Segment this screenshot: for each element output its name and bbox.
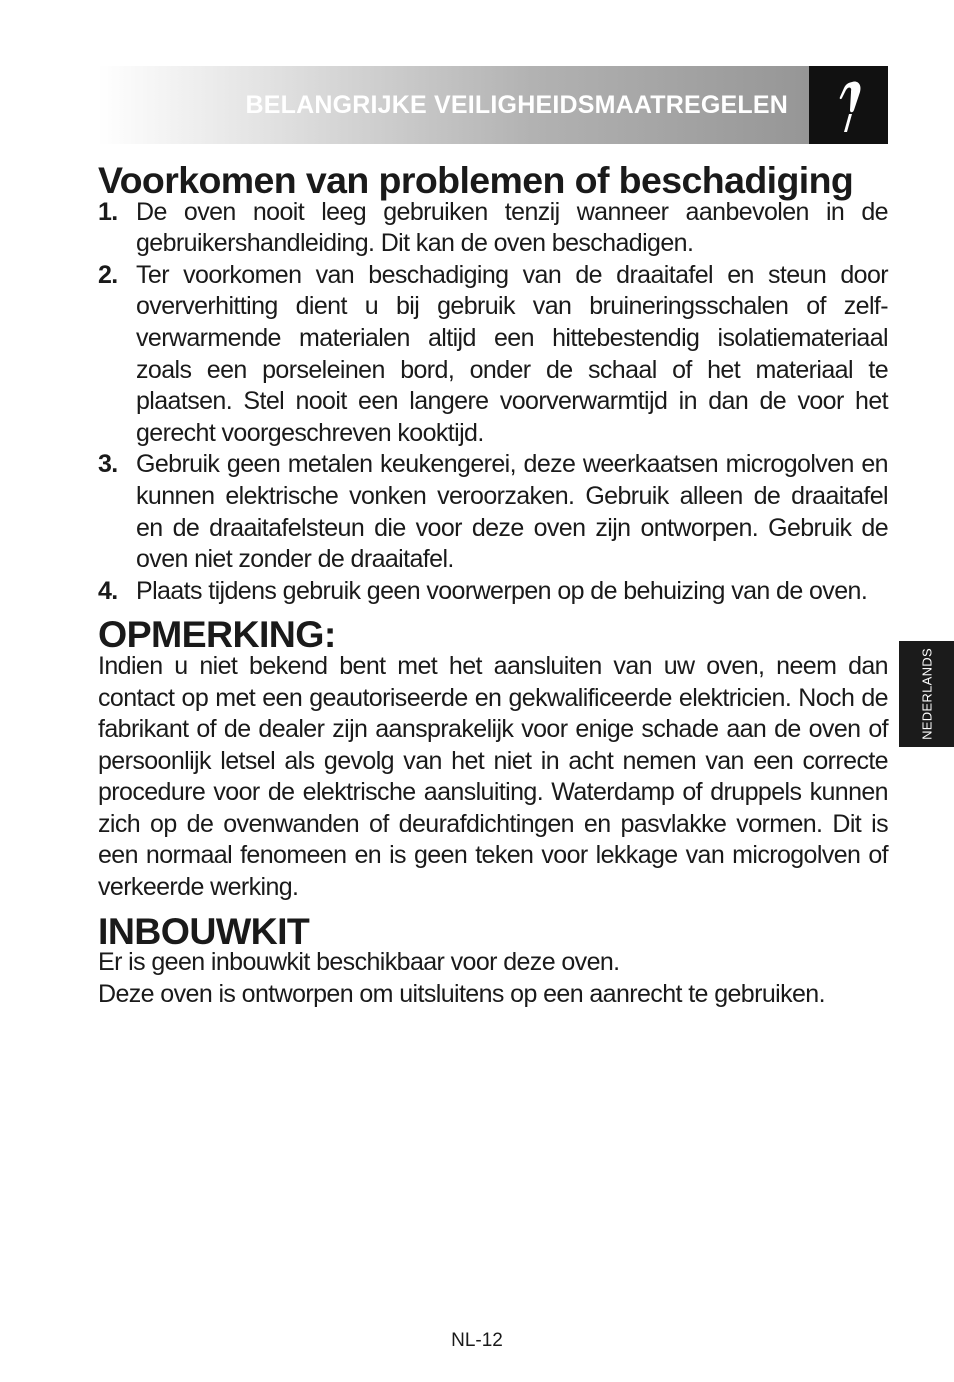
list-item-number: 2. [98, 260, 118, 289]
section-title-builtin: INBOUWKIT [98, 909, 310, 952]
list-item-text: Plaats tijdens gebruik geen voorwerpen op de behuizing van de oven. [136, 576, 868, 605]
exclamation-hand-icon [830, 76, 868, 134]
list-item-text: Ter voorkomen van beschadiging van de draaitafel en steun door oververhitting dient u bij gebruik van bruineringsschalen of zelf-verwarmende materialen altijd een hittebestendig isolatiemateriaal zoals een porseleinen bord, onder de schaal of het materiaal te plaatsen. Stel nooit een langere voorverwarmtijd in dan de voor het gerecht voorgeschreven kooktijd. [136, 260, 888, 447]
list-item [98, 260, 888, 450]
list-item [98, 576, 888, 608]
list-item-number: 1. [98, 197, 118, 226]
list-item [98, 449, 888, 575]
note-paragraph: Indien u niet bekend bent met het aansluiten van uw oven, neem dan contact op met een geautoriseerde en gekwalificeerde elektricien. Noch de fabrikant of de dealer zijn aansprakelijk voor enige schade aan de oven of persoonlijk letsel als gevolg van het niet in acht nemen van een correcte procedure voor de elektrische aansluiting. Waterdamp of druppels kunnen zich op de ovenwanden of deurafdichtingen en pasvlakke vormen. Dit is een normaal fenomeen en is geen teken voor lekkage van microgolven of verkeerde werking. [98, 651, 888, 902]
builtin-line-1: Er is geen inbouwkit beschikbaar voor deze oven. [98, 948, 620, 977]
header-bar [98, 66, 888, 144]
section-title-note: OPMERKING: [98, 613, 336, 656]
language-tab-label: NEDERLANDS [919, 648, 934, 740]
language-tab [899, 641, 954, 747]
list-item-text: Gebruik geen metalen keukengerei, deze weerkaatsen microgolven en kunnen elektrische vonken veroorzaken. Gebruik alleen de draaitafel en de draaitafelsteun die voor deze oven zijn ontworpen. Gebruik de oven niet zonder de draaitafel. [136, 450, 888, 574]
list-item-number: 4. [98, 576, 118, 605]
page-number: NL-12 [451, 1330, 503, 1351]
page-title: BELANGRIJKE VEILIGHEIDSMAATREGELEN [245, 91, 788, 119]
list-item-text: De oven nooit leeg gebruiken tenzij wanneer aanbevolen in de gebruikershandleiding. Dit kan de oven beschadigen. [136, 197, 888, 258]
section-title-damage: Voorkomen van problemen of beschadiging [98, 159, 854, 201]
damage-list [98, 197, 888, 608]
list-item [98, 197, 888, 260]
list-item-number: 3. [98, 450, 118, 479]
builtin-line-2: Deze oven is ontworpen om uitsluitens op een aanrecht te gebruiken. [98, 979, 825, 1008]
header-icon-box [809, 66, 888, 144]
main-content [98, 159, 888, 1010]
